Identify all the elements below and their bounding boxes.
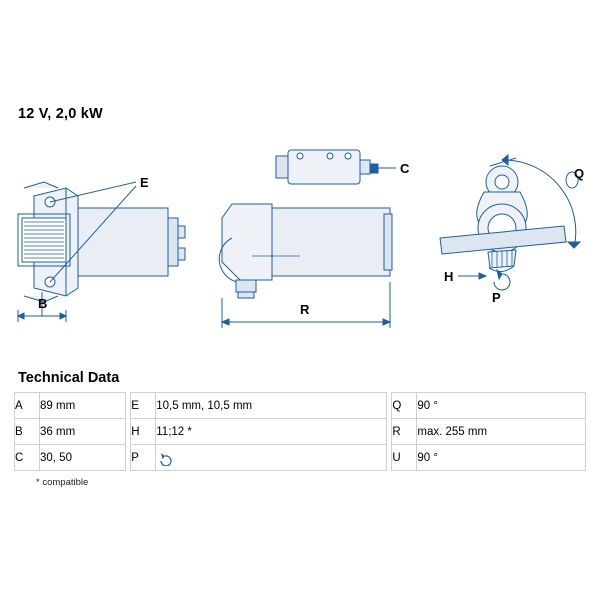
callout-H: H: [444, 269, 454, 284]
callout-Q: Q: [574, 166, 585, 181]
table-row: [15, 445, 586, 471]
spec-key: A: [15, 393, 40, 419]
spec-key: U: [392, 445, 417, 471]
callout-P: P: [492, 290, 501, 305]
table-row: [15, 419, 586, 445]
spec-value: 89 mm: [40, 393, 126, 419]
spec-value: 10,5 mm, 10,5 mm: [156, 393, 387, 419]
starter-motor-technical-drawing: [0, 130, 600, 345]
diagram-svg: [0, 130, 600, 345]
page-title: 12 V, 2,0 kW: [18, 106, 103, 122]
spec-key: Q: [392, 393, 417, 419]
spec-key: B: [15, 419, 40, 445]
right-view: [440, 155, 580, 290]
spec-value: max. 255 mm: [417, 419, 586, 445]
callout-E: E: [140, 175, 149, 190]
spec-value: 30, 50: [40, 445, 126, 471]
callout-C: C: [400, 161, 410, 176]
spec-value: 90 °: [417, 393, 586, 419]
spec-value-rotation: [156, 445, 387, 471]
spec-key: E: [131, 393, 156, 419]
footnote: * compatible: [36, 477, 89, 488]
spec-key: H: [131, 419, 156, 445]
section-title-technical-data: Technical Data: [18, 370, 120, 386]
callout-B: B: [38, 296, 48, 311]
spec-value: 90 °: [417, 445, 586, 471]
rotation-arrow-icon: [156, 450, 174, 466]
spec-key: P: [131, 445, 156, 471]
callout-R: R: [300, 302, 310, 317]
spec-key: C: [15, 445, 40, 471]
technical-data-table: [14, 392, 586, 471]
table-row: [15, 393, 586, 419]
spec-value: 11;12 *: [156, 419, 387, 445]
spec-value: 36 mm: [40, 419, 126, 445]
spec-key: R: [392, 419, 417, 445]
